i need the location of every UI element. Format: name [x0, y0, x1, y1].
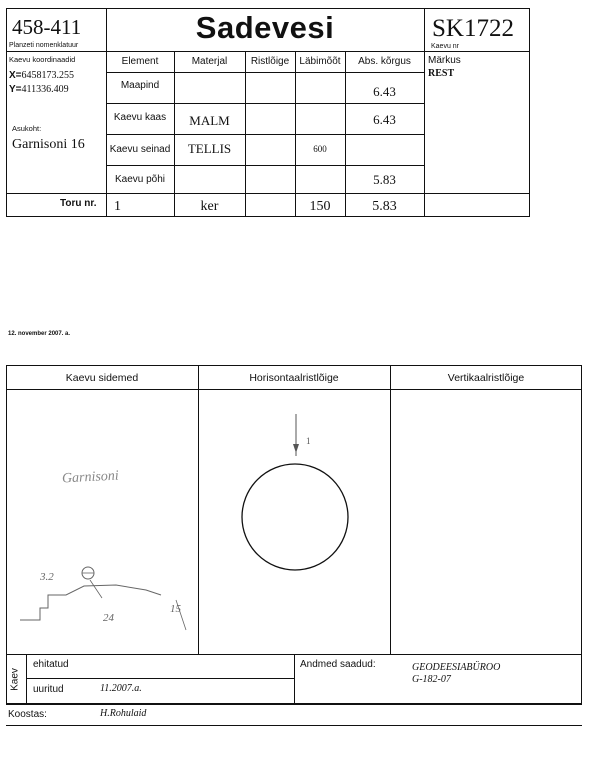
- pipe-label: Toru nr.: [60, 198, 97, 209]
- divider: [6, 51, 106, 52]
- divider: [106, 72, 424, 73]
- horizontal-section-drawing: [198, 390, 390, 654]
- map-sheet-label: Planzeti nomenklatuur: [9, 42, 79, 49]
- location-value: Garnisoni 16: [12, 137, 85, 152]
- divider: [106, 103, 424, 104]
- coords-label: Kaevu koordinaadid: [9, 55, 76, 64]
- surveyed-value: 11.2007.a.: [100, 683, 142, 694]
- divider: [106, 165, 424, 166]
- data-from-value: GEODEESIABÜROO: [412, 662, 501, 673]
- side-label-well: Kaev: [9, 668, 21, 691]
- row-height: 6.43: [373, 112, 396, 127]
- row-material: MALM: [189, 113, 230, 128]
- column-header-section: Ristlõige: [250, 56, 290, 67]
- location-label: Asukoht:: [12, 124, 42, 133]
- column-header-material: Materjal: [191, 56, 228, 67]
- row-height: 6.43: [373, 84, 396, 99]
- column-header-height: Abs. kõrgus: [358, 56, 411, 67]
- divider: [106, 193, 530, 194]
- coord-x-value: 6458173.255: [21, 70, 75, 81]
- row-element: Kaevu seinad: [109, 144, 171, 155]
- date-label: 12. november 2007. a.: [8, 331, 71, 337]
- pipe-number: 1: [114, 199, 121, 214]
- data-from-label: Andmed saadud:: [300, 659, 376, 670]
- row-diameter: 600: [313, 144, 327, 154]
- divider: [6, 704, 582, 705]
- page-title: Sadevesi: [195, 10, 335, 45]
- row-material: TELLIS: [187, 141, 232, 156]
- divider: [26, 678, 294, 679]
- compiled-label: Koostas:: [8, 709, 47, 720]
- coord-y-prefix: Y=: [9, 84, 22, 95]
- divider: [390, 365, 391, 654]
- panel-header-horizontal: Horisontaalristlõige: [249, 372, 339, 384]
- sketch-dim-bottom: 24: [103, 612, 114, 624]
- divider: [6, 193, 106, 194]
- surveyed-label: uuritud: [33, 684, 64, 695]
- column-header-element: Element: [121, 56, 159, 67]
- compiled-value: H.Rohulaid: [100, 708, 147, 719]
- row-element: Kaevu põhi: [114, 174, 166, 185]
- row-element: Kaevu kaas: [113, 112, 167, 123]
- coord-x: [9, 70, 74, 81]
- row-element: Maapind: [120, 80, 160, 91]
- column-header-diameter: Läbimõõt: [299, 56, 341, 67]
- well-number-label: Kaevu nr: [431, 43, 460, 50]
- row-height: 5.83: [373, 172, 396, 187]
- data-from-code: G-182-07: [412, 674, 451, 685]
- well-number: SK1722: [432, 15, 514, 42]
- divider: [106, 134, 424, 135]
- pipe-height: 5.83: [372, 199, 397, 214]
- pipe-material: ker: [200, 199, 219, 214]
- remarks-label: Märkus: [428, 55, 461, 66]
- sketch-dim-right: 15: [170, 603, 181, 615]
- divider: [424, 8, 425, 217]
- built-label: ehitatud: [33, 659, 69, 670]
- horizontal-arrow-label: 1: [306, 436, 311, 446]
- coord-y-value: 411336.409: [21, 84, 69, 95]
- divider: [294, 654, 295, 704]
- divider: [6, 725, 582, 726]
- panel-header-connections: Kaevu sidemed: [65, 372, 139, 384]
- sketch-dim-left: 3.2: [40, 571, 54, 583]
- pipe-diameter: 150: [309, 199, 331, 214]
- panel-header-vertical: Vertikaalristlõige: [447, 372, 525, 384]
- remarks-value: REST: [428, 68, 455, 79]
- divider: [106, 51, 530, 52]
- coord-x-prefix: X=: [9, 70, 22, 81]
- coord-y: [9, 84, 69, 95]
- sketch-street-label: Garnisoni: [61, 468, 120, 487]
- divider: [26, 654, 27, 704]
- map-sheet-number: 458-411: [12, 15, 82, 39]
